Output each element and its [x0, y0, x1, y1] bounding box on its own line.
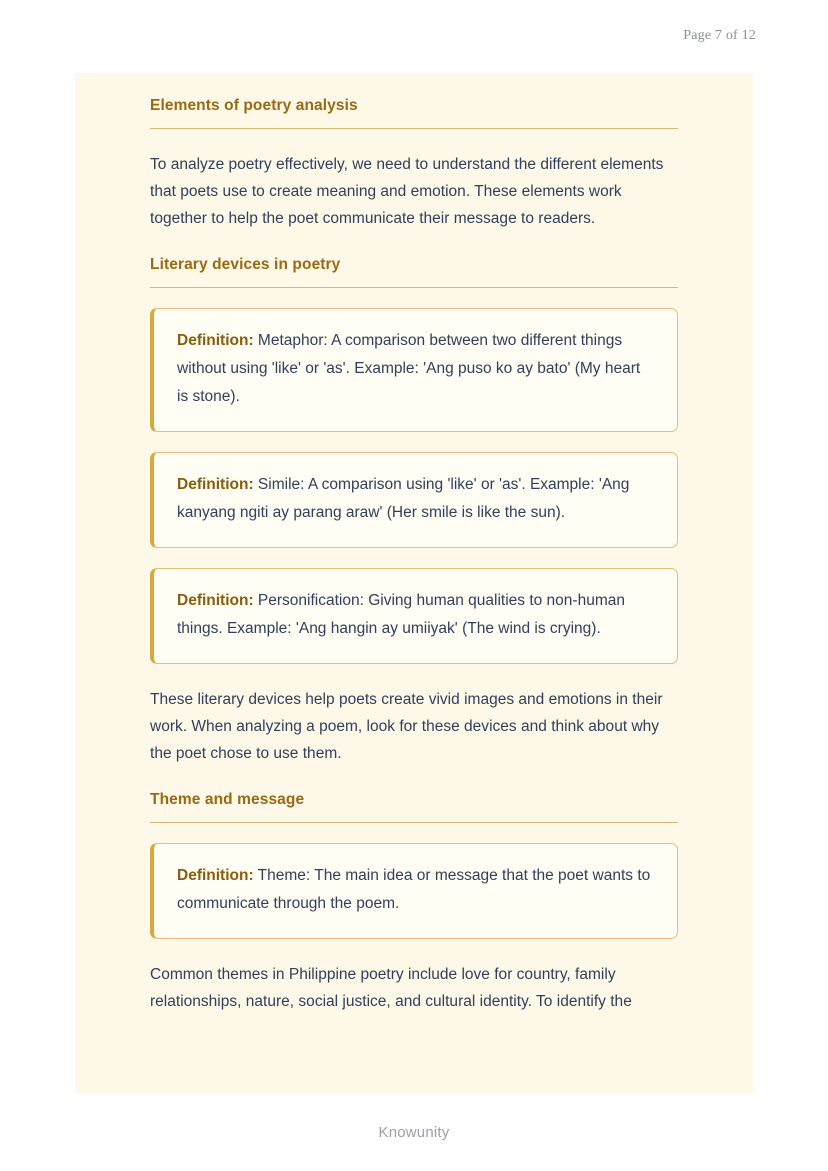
definition-callout	[150, 308, 678, 432]
definition-body: Metaphor: A comparison between two different things without using 'like' or 'as'. Example: 'Ang puso ko ay bato' (My heart is stone).	[177, 332, 641, 405]
page-title: Elements of poetry analysis	[150, 97, 358, 114]
section-heading-block	[150, 767, 678, 823]
definition-text	[177, 862, 655, 918]
section-heading-block	[150, 232, 678, 288]
definition-text	[177, 471, 655, 527]
definition-label: Definition:	[177, 332, 254, 349]
definition-body: Simile: A comparison using 'like' or 'as'. Example: 'Ang kanyang ngiti ay parang araw' (Her smile is like the sun).	[177, 476, 630, 521]
heading-divider	[150, 128, 678, 129]
body-paragraph: Common themes in Philippine poetry include love for country, family relationships, nature, social justice, and cultural identity. To identify the	[150, 966, 632, 1010]
section-title: Literary devices in poetry	[150, 256, 341, 273]
section-title: Theme and message	[150, 791, 305, 808]
definition-body: Personification: Giving human qualities to non-human things. Example: 'Ang hangin ay umiiyak' (The wind is crying).	[177, 592, 625, 637]
definition-body: Theme: The main idea or message that the poet wants to communicate through the poem.	[177, 867, 651, 912]
heading-divider	[150, 287, 678, 288]
definition-callout	[150, 843, 678, 939]
section-heading-block	[150, 73, 678, 129]
definition-callout	[150, 452, 678, 548]
page-content	[75, 73, 678, 1015]
body-paragraph: To analyze poetry effectively, we need to understand the different elements that poets use to create meaning and emotion. These elements work together to help the poet communicate their message to readers.	[150, 156, 664, 227]
definition-text	[177, 327, 655, 411]
definition-text	[177, 587, 655, 643]
definition-label: Definition:	[177, 476, 254, 493]
footer-brand: Knowunity	[378, 1124, 450, 1141]
page-sheet	[75, 73, 753, 1093]
body-paragraph: These literary devices help poets create vivid images and emotions in their work. When analyzing a poem, look for these devices and think about why the poet chose to use them.	[150, 691, 663, 762]
heading-divider	[150, 822, 678, 823]
page-indicator: Page 7 of 12	[683, 28, 756, 43]
definition-label: Definition:	[177, 592, 254, 609]
definition-label: Definition:	[177, 867, 254, 884]
definition-callout	[150, 568, 678, 664]
